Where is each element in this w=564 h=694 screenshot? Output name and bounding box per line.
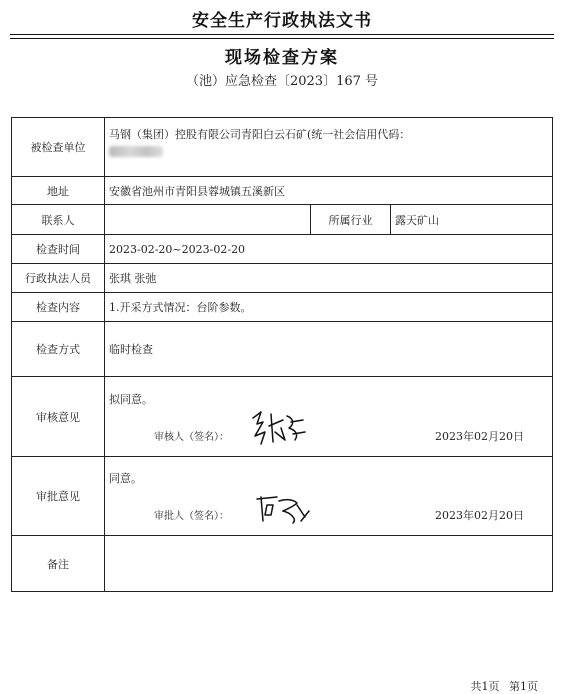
header-rule-top — [10, 34, 554, 35]
content-value: 1.开采方式情况：台阶参数。 — [105, 293, 553, 322]
address-label: 地址 — [12, 177, 105, 205]
table-row — [12, 118, 553, 177]
header-rule-bottom — [10, 38, 554, 39]
total-pages: 共1页 — [470, 680, 500, 693]
table-row — [12, 177, 553, 205]
time-value: 2023-02-20~2023-02-20 — [105, 235, 553, 264]
table-row — [12, 264, 553, 293]
content-label: 检查内容 — [12, 293, 105, 322]
address-value: 安徽省池州市青阳县蓉城镇五溪新区 — [105, 177, 553, 205]
review-signature-image — [243, 408, 313, 448]
review-cell — [105, 377, 553, 457]
review-sign-label: 审核人（签名）： — [154, 431, 229, 443]
table-row — [12, 205, 553, 235]
table-row — [12, 235, 553, 264]
method-label: 检查方式 — [12, 322, 105, 377]
unit-value: 马钢（集团）控股有限公司青阳白云石矿(统一社会信用代码： — [109, 128, 411, 141]
time-label: 检查时间 — [12, 235, 105, 264]
table-row — [12, 377, 553, 457]
review-text: 拟同意。 — [109, 392, 153, 406]
approval-text: 同意。 — [109, 472, 142, 485]
table-row — [12, 457, 553, 536]
approval-label: 审批意见 — [12, 457, 105, 536]
remarks-label: 备注 — [12, 536, 105, 592]
approval-cell — [105, 457, 553, 536]
redacted-credit-code — [109, 146, 163, 157]
table-row — [12, 293, 553, 322]
approval-sign-label: 审批人（签名）： — [154, 511, 229, 522]
contact-label: 联系人 — [12, 205, 105, 235]
document-title: 现场检查方案 — [225, 48, 339, 68]
approval-date: 2023年02月20日 — [435, 509, 524, 522]
industry-label: 所属行业 — [311, 205, 391, 235]
unit-cell — [105, 118, 553, 177]
document-number: （池）应急检查〔2023〕167 号 — [185, 74, 379, 89]
review-label: 审核意见 — [12, 377, 105, 457]
review-date: 2023年02月20日 — [435, 429, 524, 443]
table-row — [12, 536, 553, 592]
current-page: 第1页 — [509, 680, 538, 693]
document-header-title: 安全生产行政执法文书 — [192, 11, 372, 31]
unit-label: 被检查单位 — [12, 118, 105, 177]
method-value: 临时检查 — [105, 322, 553, 377]
page-footer — [465, 678, 539, 694]
table-row — [12, 322, 553, 377]
approval-signature-image — [253, 491, 313, 527]
officers-label: 行政执法人员 — [12, 264, 105, 293]
officers-value: 张琪 张弛 — [105, 264, 553, 293]
contact-value — [105, 205, 311, 235]
remarks-value — [105, 536, 553, 592]
industry-value: 露天矿山 — [391, 205, 553, 235]
inspection-form-table — [11, 117, 553, 592]
